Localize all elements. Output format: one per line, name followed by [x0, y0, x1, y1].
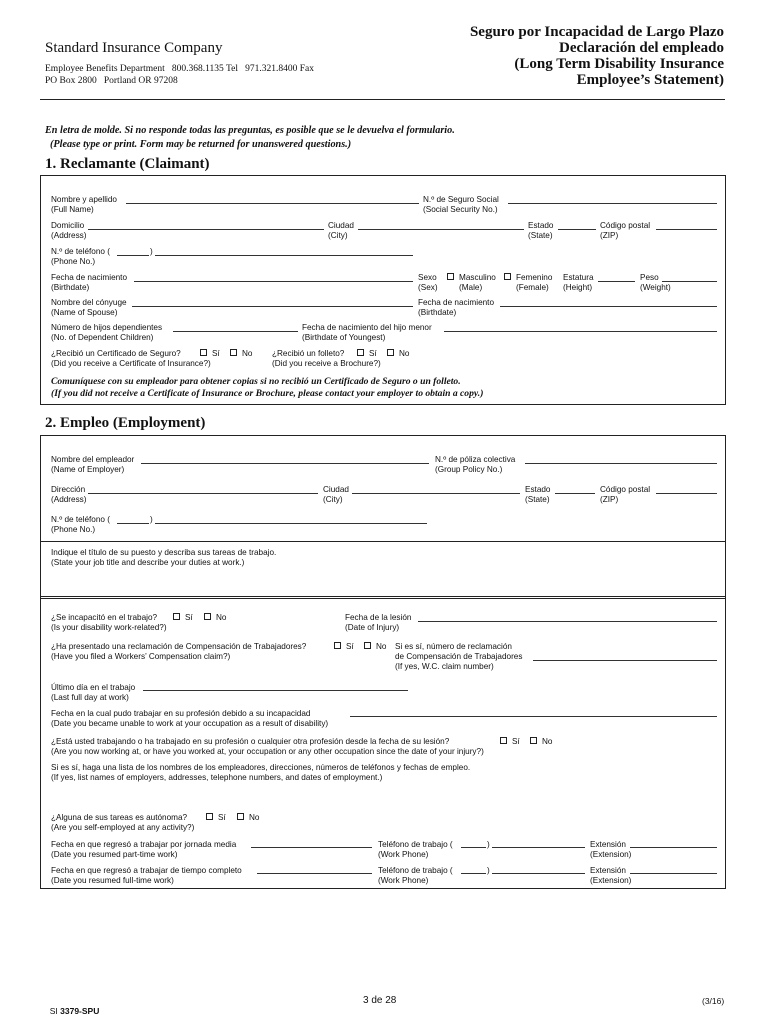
- working-no-checkbox[interactable]: [530, 737, 537, 744]
- full-time-phone-paren: ): [487, 866, 490, 875]
- weight-field[interactable]: [662, 281, 717, 282]
- page-number: 3 de 28: [363, 995, 397, 1006]
- emp-city-field[interactable]: [352, 493, 520, 494]
- label-state: Estado (State): [528, 221, 554, 240]
- last-day-field[interactable]: [143, 690, 408, 691]
- address-field[interactable]: [88, 229, 324, 230]
- label-weight: Peso (Weight): [640, 273, 671, 292]
- label-employer: Nombre del empleador (Name of Employer): [51, 455, 135, 474]
- instructions-en: (Please type or print. Form may be returned for unanswered questions.): [50, 139, 352, 150]
- section-employment-title: 2. Empleo (Employment): [45, 415, 206, 431]
- workers-comp-yes-label: Sí: [346, 642, 354, 651]
- label-emp-city: Ciudad (City): [323, 485, 349, 504]
- workers-comp-no-checkbox[interactable]: [364, 642, 371, 649]
- address-line: PO Box 2800 Portland OR 97208: [45, 76, 178, 86]
- self-employed-no-checkbox[interactable]: [237, 813, 244, 820]
- company-name: Standard Insurance Company: [45, 40, 223, 56]
- state-field[interactable]: [558, 229, 596, 230]
- unable-date-field[interactable]: [350, 716, 717, 717]
- workers-comp-no-label: No: [376, 642, 387, 651]
- contact-note-en: (If you did not receive a Certificate of Insurance or Brochure, please contact your employer to obtain a copy.): [51, 388, 484, 399]
- phone-field[interactable]: [155, 255, 413, 256]
- contact-note-es: Comuníquese con su empleador para obtener copias si no recibió un Certificado de Seguro o un folleto.: [51, 376, 461, 387]
- label-male: Masculino (Male): [459, 273, 496, 292]
- work-related-yes-label: Sí: [185, 613, 193, 622]
- spouse-birthdate-field[interactable]: [500, 306, 717, 307]
- policy-field[interactable]: [525, 463, 717, 464]
- label-zip: Código postal (ZIP): [600, 221, 651, 240]
- certificate-yes-checkbox[interactable]: [200, 349, 207, 356]
- label-birthdate: Fecha de nacimiento (Birthdate): [51, 273, 128, 292]
- male-checkbox[interactable]: [447, 273, 454, 280]
- part-time-phone-area-field[interactable]: [461, 847, 486, 848]
- children-field[interactable]: [173, 331, 298, 332]
- full-time-field[interactable]: [257, 873, 372, 874]
- workers-comp-yes-checkbox[interactable]: [334, 642, 341, 649]
- youngest-field[interactable]: [444, 331, 717, 332]
- certificate-yes-label: Sí: [212, 349, 220, 358]
- phone-area-field[interactable]: [117, 255, 149, 256]
- height-field[interactable]: [598, 281, 635, 282]
- label-spouse-birthdate: Fecha de nacimiento (Birthdate): [418, 298, 495, 317]
- certificate-no-label: No: [242, 349, 253, 358]
- working-no-label: No: [542, 737, 553, 746]
- label-emp-address: Dirección (Address): [51, 485, 87, 504]
- label-spouse: Nombre del cónyuge (Name of Spouse): [51, 298, 127, 317]
- label-emp-zip: Código postal (ZIP): [600, 485, 651, 504]
- label-unable-date: Fecha en la cual pudo trabajar en su profesión debido a su incapacidad (Date you became unable to work at your occupation as a result of disability): [51, 709, 329, 728]
- label-brochure: ¿Recibió un folleto? (Did you receive a Brochure?): [272, 349, 381, 368]
- work-related-yes-checkbox[interactable]: [173, 613, 180, 620]
- wc-number-field[interactable]: [533, 660, 717, 661]
- working-yes-checkbox[interactable]: [500, 737, 507, 744]
- brochure-yes-label: Sí: [369, 349, 377, 358]
- emp-zip-field[interactable]: [656, 493, 717, 494]
- label-work-related: ¿Se incapacitó en el trabajo? (Is your disability work-related?): [51, 613, 167, 632]
- label-employer-list: Si es sí, haga una lista de los nombres de los empleadores, direcciones, números de teléfonos y fechas de empleo. (If yes, list names of employers, addresses, telephone numbers, and dates of employment.): [51, 763, 471, 782]
- part-time-field[interactable]: [251, 847, 372, 848]
- label-sex: Sexo (Sex): [418, 273, 438, 292]
- part-time-phone-paren: ): [487, 840, 490, 849]
- emp-state-field[interactable]: [555, 493, 595, 494]
- label-full-time-ext: Extensión (Extension): [590, 866, 632, 885]
- emp-phone-field[interactable]: [155, 523, 427, 524]
- form-title: Seguro por Incapacidad de Largo Plazo Declaración del empleado (Long Term Disability Insurance Employee’s Statement): [469, 24, 724, 88]
- label-workers-comp: ¿Ha presentado una reclamación de Compensación de Trabajadores? (Have you filed a Workers’ Compensation claim?): [51, 642, 307, 661]
- ssn-field[interactable]: [508, 203, 717, 204]
- label-policy: N.º de póliza colectiva (Group Policy No.): [435, 455, 516, 474]
- divider-duties-bottom-2: [40, 598, 725, 599]
- label-self-employed: ¿Alguna de sus tareas es autónoma? (Are you self-employed at any activity?): [51, 813, 195, 832]
- label-certificate: ¿Recibió un Certificado de Seguro? (Did you receive a Certificate of Insurance?): [51, 349, 211, 368]
- label-address: Domicilio (Address): [51, 221, 87, 240]
- label-youngest: Fecha de nacimiento del hijo menor (Birthdate of Youngest): [302, 323, 432, 342]
- label-height: Estatura (Height): [563, 273, 594, 292]
- label-female: Femenino (Female): [516, 273, 553, 292]
- self-employed-yes-checkbox[interactable]: [206, 813, 213, 820]
- label-full-time: Fecha en que regresó a trabajar de tiempo completo (Date you resumed full-time work): [51, 866, 242, 885]
- self-employed-yes-label: Sí: [218, 813, 226, 822]
- label-part-time-phone: Teléfono de trabajo ( (Work Phone): [378, 840, 453, 859]
- label-wc-number: Si es sí, número de reclamación de Compensación de Trabajadores (If yes, W.C. claim number): [395, 642, 523, 671]
- spouse-field[interactable]: [132, 306, 413, 307]
- claimant-box: [40, 175, 726, 405]
- injury-date-field[interactable]: [418, 621, 717, 622]
- brochure-yes-checkbox[interactable]: [357, 349, 364, 356]
- label-last-day: Último día en el trabajo (Last full day at work): [51, 683, 136, 702]
- part-time-ext-field[interactable]: [630, 847, 717, 848]
- label-injury-date: Fecha de la lesión (Date of Injury): [345, 613, 412, 632]
- self-employed-no-label: No: [249, 813, 260, 822]
- label-city: Ciudad (City): [328, 221, 354, 240]
- female-checkbox[interactable]: [504, 273, 511, 280]
- employer-field[interactable]: [141, 463, 429, 464]
- full-time-ext-field[interactable]: [630, 873, 717, 874]
- label-phone: N.º de teléfono ( (Phone No.): [51, 247, 110, 266]
- label-working-since: ¿Está usted trabajando o ha trabajado en su profesión o cualquier otra profesión desde la fecha de su lesión? (Are you now working at, or have you worked at, your occupation or any other occupation since the date of your injury?): [51, 737, 484, 756]
- work-related-no-label: No: [216, 613, 227, 622]
- label-emp-state: Estado (State): [525, 485, 551, 504]
- divider-duties-bottom: [40, 596, 725, 597]
- brochure-no-checkbox[interactable]: [387, 349, 394, 356]
- full-time-phone-field[interactable]: [492, 873, 585, 874]
- header-divider: [40, 99, 725, 100]
- work-related-no-checkbox[interactable]: [204, 613, 211, 620]
- label-children: Número de hijos dependientes (No. of Dependent Children): [51, 323, 163, 342]
- working-yes-label: Sí: [512, 737, 520, 746]
- dept-line: Employee Benefits Department 800.368.1135 Tel 971.321.8400 Fax: [45, 64, 314, 74]
- form-date: (3/16): [702, 996, 725, 1006]
- part-time-phone-field[interactable]: [492, 847, 585, 848]
- label-ssn: N.º de Seguro Social (Social Security No.): [423, 195, 499, 214]
- employer-list-area[interactable]: [48, 786, 718, 810]
- emp-address-field[interactable]: [88, 493, 318, 494]
- birthdate-field[interactable]: [134, 281, 413, 282]
- label-emp-phone: N.º de teléfono ( (Phone No.): [51, 515, 110, 534]
- duties-area[interactable]: [48, 572, 718, 594]
- full-name-field[interactable]: [126, 203, 419, 204]
- label-full-time-phone: Teléfono de trabajo ( (Work Phone): [378, 866, 453, 885]
- divider-duties-top: [40, 541, 725, 542]
- city-field[interactable]: [358, 229, 524, 230]
- label-full-name: Nombre y apellido (Full Name): [51, 195, 117, 214]
- section-claimant-title: 1. Reclamante (Claimant): [45, 156, 210, 172]
- full-time-phone-area-field[interactable]: [461, 873, 486, 874]
- emp-phone-paren: ): [150, 515, 153, 524]
- brochure-no-label: No: [399, 349, 410, 358]
- form-code: SI 3379-SPU: [49, 1006, 100, 1016]
- label-part-time: Fecha en que regresó a trabajar por jornada media (Date you resumed part-time work): [51, 840, 237, 859]
- label-duties: Indique el título de su puesto y describa sus tareas de trabajo. (State your job title and describe your duties at work.): [51, 548, 277, 567]
- label-part-time-ext: Extensión (Extension): [590, 840, 632, 859]
- emp-phone-area-field[interactable]: [117, 523, 149, 524]
- instructions-es: En letra de molde. Si no responde todas las preguntas, es posible que se le devuelva el formulario.: [45, 125, 455, 136]
- phone-paren: ): [150, 247, 153, 256]
- zip-field[interactable]: [656, 229, 717, 230]
- certificate-no-checkbox[interactable]: [230, 349, 237, 356]
